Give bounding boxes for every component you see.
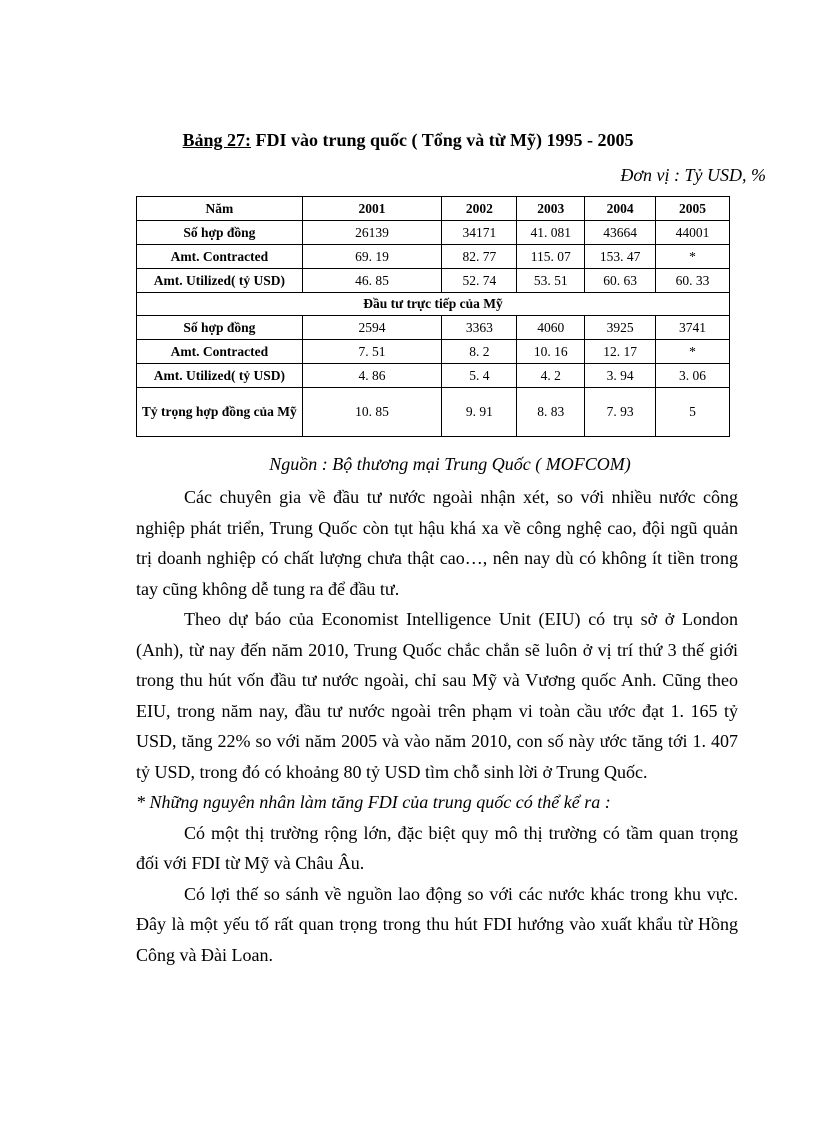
paragraph: Theo dự báo của Economist Intelligence Unit (EIU) có trụ sở ở London (Anh), từ nay đến năm 2010, Trung Quốc chắc chắn sẽ luôn ở vị trí thứ 3 thế giới trong thu hút vốn đầu tư nước ngoài, chỉ sau Mỹ và Vương quốc Anh. Cũng theo EIU, trong năm nay, đầu tư nước ngoài trên phạm vi toàn cầu ước đạt 1. 165 tỷ USD, tăng 22% so với năm 2005 và vào năm 2010, con số này ước tăng tới 1. 407 tỷ USD, trong đó có khoảng 80 tỷ USD tìm chỗ sinh lời ở Trung Quốc.: [136, 609, 738, 782]
row-label: Tỷ trọng hợp đồng của Mỹ: [137, 388, 303, 437]
table-cell: 10. 16: [517, 340, 585, 364]
table-row: [137, 269, 730, 293]
table-cell: 44001: [656, 221, 730, 245]
table-cell: 4060: [517, 316, 585, 340]
table-row: [137, 221, 730, 245]
table-cell: 3741: [656, 316, 730, 340]
row-label: Amt. Contracted: [137, 340, 303, 364]
table-cell: 4. 2: [517, 364, 585, 388]
header-cell: 2002: [442, 197, 517, 221]
table-section-row: [137, 293, 730, 316]
table-row: [137, 364, 730, 388]
table-cell: 26139: [302, 221, 442, 245]
table-cell: 7. 93: [585, 388, 656, 437]
table-cell: 9. 91: [442, 388, 517, 437]
table-cell: 41. 081: [517, 221, 585, 245]
table-header-row: [137, 197, 730, 221]
header-cell: 2004: [585, 197, 656, 221]
table-cell: 52. 74: [442, 269, 517, 293]
table-row: [137, 340, 730, 364]
table-cell: 69. 19: [302, 245, 442, 269]
fdi-table: [136, 196, 730, 437]
table-cell: 3. 94: [585, 364, 656, 388]
header-cell: Năm: [137, 197, 303, 221]
table-row: [137, 245, 730, 269]
table-cell: 4. 86: [302, 364, 442, 388]
table-cell: 3925: [585, 316, 656, 340]
table-cell: 153. 47: [585, 245, 656, 269]
table-number: Bảng 27:: [182, 130, 252, 150]
header-cell: 2003: [517, 197, 585, 221]
header-cell: 2001: [302, 197, 442, 221]
table-cell: 43664: [585, 221, 656, 245]
reason-paragraph: Có một thị trường rộng lớn, đặc biệt quy mô thị trường có tầm quan trọng đối với FDI từ Mỹ và Châu Âu.: [136, 822, 738, 873]
table-cell: 82. 77: [442, 245, 517, 269]
table-cell: 53. 51: [517, 269, 585, 293]
table-row: [137, 388, 730, 437]
body-text: [136, 482, 738, 970]
table-cell: 7. 51: [302, 340, 442, 364]
table-cell: 2594: [302, 316, 442, 340]
table-source: Nguồn : Bộ thương mại Trung Quốc ( MOFCOM): [269, 454, 631, 474]
table-cell: 60. 33: [656, 269, 730, 293]
row-label: Số hợp đồng: [137, 316, 303, 340]
section-label: Đầu tư trực tiếp của Mỹ: [137, 293, 730, 316]
row-label: Số hợp đồng: [137, 221, 303, 245]
note-heading: * Những nguyên nhân làm tăng FDI của trung quốc có thể kể ra :: [136, 792, 611, 812]
reason-paragraph: Có lợi thế so sánh về nguồn lao động so với các nước khác trong khu vực. Đây là một yếu tố rất quan trọng trong thu hút FDI hướng vào xuất khẩu từ Hồng Công và Đài Loan.: [136, 883, 738, 965]
table-cell: 10. 85: [302, 388, 442, 437]
table-cell: 5. 4: [442, 364, 517, 388]
table-cell: 3. 06: [656, 364, 730, 388]
row-label: Amt. Contracted: [137, 245, 303, 269]
table-cell: 3363: [442, 316, 517, 340]
table-cell: 5: [656, 388, 730, 437]
row-label: Amt. Utilized( tỷ USD): [137, 364, 303, 388]
table-cell: 34171: [442, 221, 517, 245]
paragraph: Các chuyên gia về đầu tư nước ngoài nhận xét, so với nhiều nước công nghiệp phát triển, Trung Quốc còn tụt hậu khá xa về công nghệ cao, đội ngũ quản trị doanh nghiệp có chất lượng chưa thật cao…, nên nay dù có không ít tiền trong tay cũng không dễ tung ra để đầu tư.: [136, 487, 738, 599]
table-cell: 115. 07: [517, 245, 585, 269]
table-cell: 60. 63: [585, 269, 656, 293]
unit-note: Đơn vị : Tỷ USD, %: [620, 165, 766, 185]
table-cell: 8. 2: [442, 340, 517, 364]
table-title-text: FDI vào trung quốc ( Tổng và từ Mỹ) 1995 - 2005: [255, 130, 634, 150]
table-cell: *: [656, 245, 730, 269]
table-cell: 46. 85: [302, 269, 442, 293]
table-cell: 12. 17: [585, 340, 656, 364]
table-title: [0, 130, 816, 151]
table-cell: *: [656, 340, 730, 364]
table-cell: 8. 83: [517, 388, 585, 437]
table-row: [137, 316, 730, 340]
row-label: Amt. Utilized( tỷ USD): [137, 269, 303, 293]
header-cell: 2005: [656, 197, 730, 221]
